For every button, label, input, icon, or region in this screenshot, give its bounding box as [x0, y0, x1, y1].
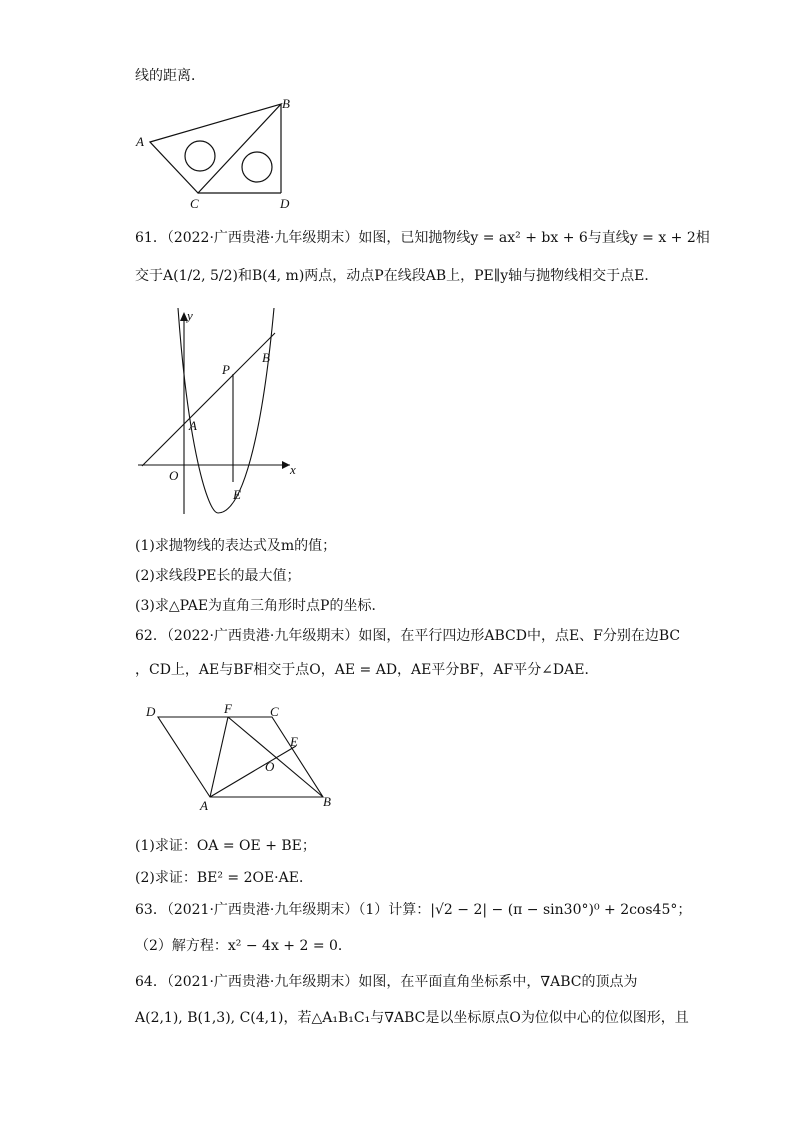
segment-AF: [210, 717, 228, 797]
problem-63-number: 63．: [135, 902, 167, 918]
label-A: A: [189, 418, 197, 433]
label-D: D: [280, 196, 290, 211]
problem-61-number: 61．: [135, 230, 167, 246]
figure-parabola: [132, 308, 307, 518]
label-P: P: [222, 362, 230, 377]
problem-61-text1: 如图，已知抛物线y = ax² + bx + 6与直线y = x + 2相: [358, 230, 710, 246]
label-D: D: [146, 704, 156, 719]
label-A: A: [200, 798, 208, 813]
problem-61-line2: 交于A(1/2, 5/2)和B(4, m)两点，动点P在线段AB上，PE∥y轴与抛物线相交于点E．: [135, 268, 659, 284]
figure-triangle-ruler: [130, 96, 300, 211]
problem-62-q2: (2)求证：BE² = 2OE·AE．: [135, 870, 313, 886]
problem-62-q1: (1)求证：OA = OE + BE；: [135, 838, 316, 854]
label-C: C: [190, 196, 199, 211]
problem-61-line1: [135, 228, 710, 248]
label-B: B: [282, 96, 290, 111]
circle-right: [242, 152, 272, 182]
problem-63-part2: （2）解方程：x² − 4x + 2 = 0．: [135, 938, 352, 954]
line-AB: [142, 333, 275, 466]
problem-63-source: （2021·广西贵港·九年级期末）: [166, 902, 359, 918]
label-B: B: [323, 794, 331, 809]
figure-parallelogram: [140, 700, 340, 815]
label-F: F: [224, 701, 232, 716]
problem-61-q2: (2)求线段PE长的最大值；: [135, 568, 301, 584]
label-O: O: [265, 759, 275, 774]
problem-63-part1: （1）计算：|√2 − 2| − (π − sin30°)⁰ + 2cos45°；: [358, 902, 692, 918]
circle-left: [185, 141, 215, 171]
label-E: E: [233, 487, 241, 502]
parallelogram-ABCD: [158, 717, 323, 797]
problem-62-number: 62．: [135, 628, 167, 644]
label-C: C: [270, 704, 279, 719]
label-B: B: [262, 350, 270, 365]
label-y: y: [187, 308, 193, 323]
label-A: A: [136, 134, 144, 149]
problem-62-line1: [135, 626, 680, 646]
segment-BF: [228, 717, 323, 797]
label-E: E: [290, 734, 298, 749]
problem-61-source: （2022·广西贵港·九年级期末）: [166, 230, 359, 246]
problem-62-source: （2022·广西贵港·九年级期末）: [166, 628, 359, 644]
label-O: O: [169, 468, 179, 483]
x-axis-arrow: [282, 461, 290, 469]
problem-64-source: （2021·广西贵港·九年级期末）: [166, 974, 359, 990]
segment-AE: [210, 746, 296, 797]
triangle-ABC: [150, 104, 281, 193]
problem-64-line2: A(2,1), B(1,3), C(4,1)，若△A₁B₁C₁与∇ABC是以坐标原点O为位似中心的位似图形，且: [135, 1010, 689, 1026]
problem-63-line1: [135, 900, 691, 920]
problem-62-line2: ，CD上，AE与BF相交于点O，AE = AD，AE平分BF，AF平分∠DAE．: [135, 662, 599, 678]
problem-61-q1: (1)求抛物线的表达式及m的值；: [135, 538, 337, 554]
problem-64-text1: 如图，在平面直角坐标系中，∇ABC的顶点为: [358, 974, 638, 990]
problem-61-q3: (3)求△PAE为直角三角形时点P的坐标．: [135, 598, 386, 614]
problem-64-number: 64．: [135, 974, 167, 990]
parabola-curve: [178, 308, 274, 513]
label-x: x: [290, 462, 296, 477]
intro-tail-text: 线的距离．: [135, 68, 205, 84]
problem-64-line1: [135, 972, 638, 992]
problem-62-text1: 如图，在平行四边形ABCD中，点E、F分别在边BC: [358, 628, 681, 644]
